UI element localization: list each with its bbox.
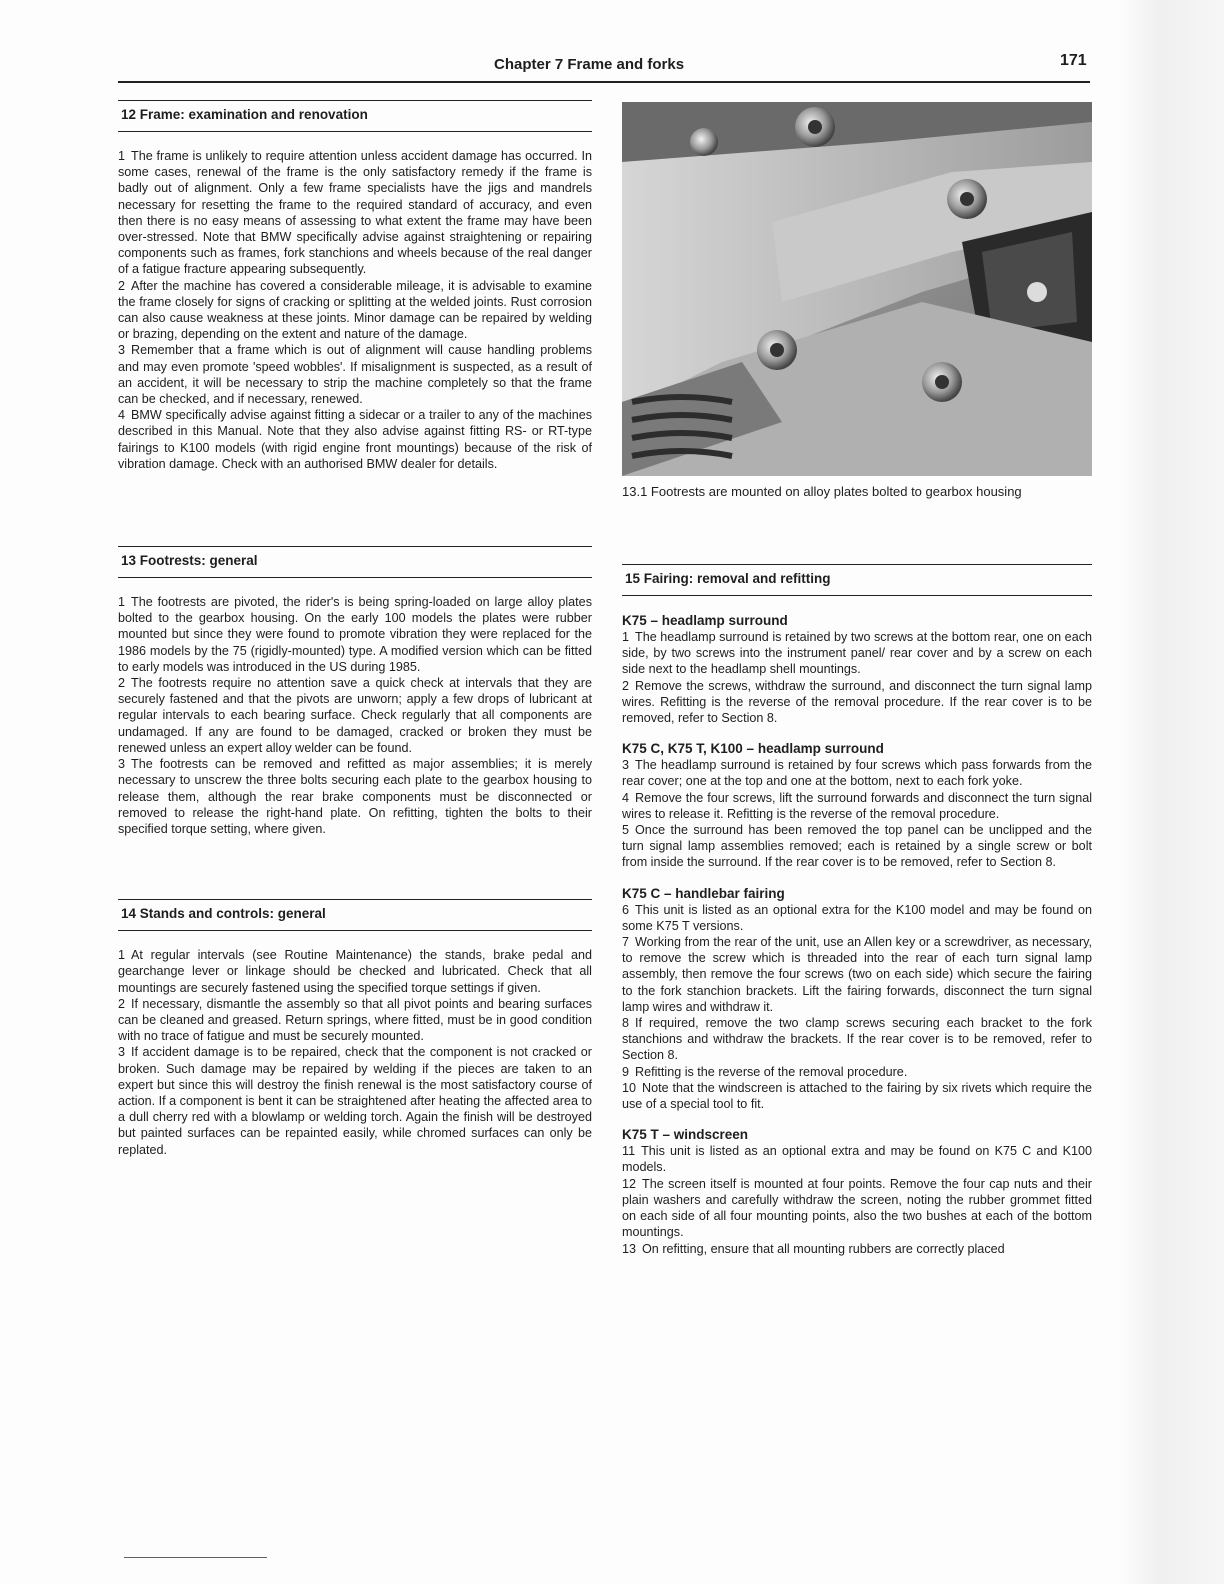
- paragraph: 2 The footrests require no attention save a quick check at intervals that they are securely fastened and that the pivots are unworn; apply a few drops of lubricant at regular intervals to each bearing surface. Check regularly that all components are undamaged. If any are found to be damaged, cracked or broken they must be renewed unless an expert alloy welder can be found.: [118, 676, 592, 755]
- section-15-heading: 15 Fairing: removal and refitting: [622, 564, 1092, 596]
- subheading: K75 T – windscreen: [622, 1127, 749, 1143]
- paragraph: 6 This unit is listed as an optional extra for the K100 model and may be found on some K75 T versions.: [622, 902, 1092, 933]
- paragraph: 2 After the machine has covered a considerable mileage, it is advisable to examine the frame closely for signs of cracking or splitting at the welded joints. Rust corrosion can also cause weakness at these joints. Minor damage can be repaired by welding or brazing, depending on the extent and nature of the damage.: [118, 278, 592, 342]
- paragraph: 11 This unit is listed as an optional extra and may be found on K75 C and K100 models.: [622, 1144, 1092, 1175]
- paragraph: 5 Once the surround has been removed the top panel can be unclipped and the turn signal lamp assemblies removed; each is retained by a single screw or bolt from inside the surround. If the rear cover is to be removed, refer to Section 8.: [622, 823, 1092, 870]
- chapter-title: Chapter 7 Frame and forks: [494, 56, 685, 73]
- footrest-plate-illustration: [622, 102, 1092, 476]
- paragraph: 1 At regular intervals (see Routine Maintenance) the stands, brake pedal and gearchange lever or linkage should be checked and lubricated. Check that all mountings are securely fastened using the specified torque settings if given.: [118, 948, 592, 995]
- subheading: K75 C – handlebar fairing: [622, 885, 785, 901]
- header-rule: [118, 81, 1090, 83]
- paragraph: 9 Refitting is the reverse of the removal procedure.: [622, 1064, 908, 1079]
- page-number: 171: [1060, 52, 1087, 69]
- paragraph: 1 The headlamp surround is retained by two screws at the bottom rear, one on each side, by two screws into the instrument panel/ rear cover and by a screw on each side next to the headlamp shell mountings.: [622, 630, 1092, 677]
- section-14-body: [118, 947, 592, 1158]
- paragraph: 3 The headlamp surround is retained by four screws which pass forwards from the rear cover; one at the top and one at the bottom, next to each fork yoke.: [622, 758, 1092, 789]
- paragraph: 3 Remember that a frame which is out of alignment will cause handling problems and may even promote 'speed wobbles'. If misalignment is suspected, as a result of an accident, it will be necessary to strip the machine completely so that the frame can be checked, and if necessary, renewed.: [118, 343, 592, 407]
- footrest-photo: [622, 102, 1092, 476]
- section-12-body: [118, 148, 592, 472]
- paragraph: 7 Working from the rear of the unit, use an Allen key or a screwdriver, as necessary, to remove the screw which is threaded into the rear of each turn signal lamp assembly, then remove the four screws (two on each side) which secure the fairing to the fork stanchion brackets. Lift the fairing forwards, disconnect the turn signal lamp wires and withdraw it.: [622, 935, 1092, 1014]
- paragraph: 10 Note that the windscreen is attached to the fairing by six rivets which require the use of a special tool to fit.: [622, 1080, 1092, 1112]
- figure-caption: 13.1 Footrests are mounted on alloy plates bolted to gearbox housing: [622, 484, 1022, 499]
- subheading: K75 – headlamp surround: [622, 613, 788, 628]
- section-13-heading: 13 Footrests: general: [118, 546, 592, 578]
- paragraph: 3 If accident damage is to be repaired, check that the component is not cracked or broken. Such damage may be repaired by welding if the pieces are taken to an expert but since this will destroy the finish renewal is the most satisfactory course of action. If a component is bent it can be straightened after heating the affected area to a dull cherry red with a blowlamp or welding torch. Again the finish will be destroyed but painted surfaces can be repainted easily, while chromed surfaces can only be replated.: [118, 1045, 592, 1157]
- subheading: K75 C, K75 T, K100 – headlamp surround: [622, 741, 884, 757]
- paragraph: 3 The footrests can be removed and refitted as major assemblies; it is merely necessary to unscrew the three bolts securing each plate to the gearbox housing to release them, although the rear brake components must be disconnected or removed to release the right-hand plate. On refitting, tighten the bolts to their specified torque setting, where given.: [118, 757, 592, 836]
- paragraph: 4 Remove the four screws, lift the surround forwards and disconnect the turn signal wires to release it. Refitting is the reverse of the removal procedure.: [622, 790, 1092, 821]
- paragraph: 2 If necessary, dismantle the assembly so that all pivot points and bearing surfaces can be cleaned and greased. Return springs, where fitted, must be in good condition with no trace of fatigue and must be securely mounted.: [118, 996, 592, 1044]
- paragraph: 1 The frame is unlikely to require attention unless accident damage has occurred. In some cases, renewal of the frame is the only satisfactory remedy if the frame is badly out of alignment. Only a few frame specialists have the jigs and mandrels necessary for resetting the frame to the required standard of accuracy, and even then there is no easy means of assessing to what extent the frame may have been over-stressed. Note that BMW specifically advise against straightening or repairing components such as frames, fork stanchions and wheels because of the real danger of a fatigue fracture appearing subsequently.: [118, 149, 592, 277]
- section-14-heading: 14 Stands and controls: general: [118, 899, 592, 931]
- paragraph: 1 The footrests are pivoted, the rider's is being spring-loaded on large alloy plates bolted to the gearbox housing. On the early 100 models the plates were rubber mounted but since they were found to promote vibration they were replaced for the 1986 models by the 75 (rigidly-mounted) type. A modified version which can be fitted to early models was introduced in the US during 1985.: [118, 595, 592, 674]
- paragraph: 13 On refitting, ensure that all mounting rubbers are correctly placed: [622, 1241, 1005, 1256]
- paragraph: 4 BMW specifically advise against fitting a sidecar or a trailer to any of the machines described in this Manual. Note that they also advise against fitting RS- or RT-type fairings to K100 models (with rigid engine front mountings) because of the risk of vibration damage. Check with an authorised BMW dealer for details.: [118, 408, 592, 471]
- left-column: [118, 100, 592, 1158]
- scan-edge-shadow: [1118, 0, 1224, 1584]
- section-12-heading: 12 Frame: examination and renovation: [118, 100, 592, 132]
- section-13-body: [118, 594, 592, 837]
- right-column: [622, 564, 1092, 1257]
- bottom-underline-mark: [124, 1557, 267, 1558]
- paragraph: 12 The screen itself is mounted at four points. Remove the four cap nuts and their plain washers and carefully withdraw the screen, noting the rubber grommet fitted on each side of all four mounting points, also the two bushes at each of the bottom mountings.: [622, 1176, 1092, 1240]
- paragraph: 2 Remove the screws, withdraw the surround, and disconnect the turn signal lamp wires. Refitting is the reverse of the removal procedure. If the rear cover is to be removed, refer to Section 8.: [622, 678, 1092, 726]
- paragraph: 8 If required, remove the two clamp screws securing each bracket to the fork stanchions and withdraw the brackets. If the rear cover is to be removed, refer to Section 8.: [622, 1016, 1092, 1063]
